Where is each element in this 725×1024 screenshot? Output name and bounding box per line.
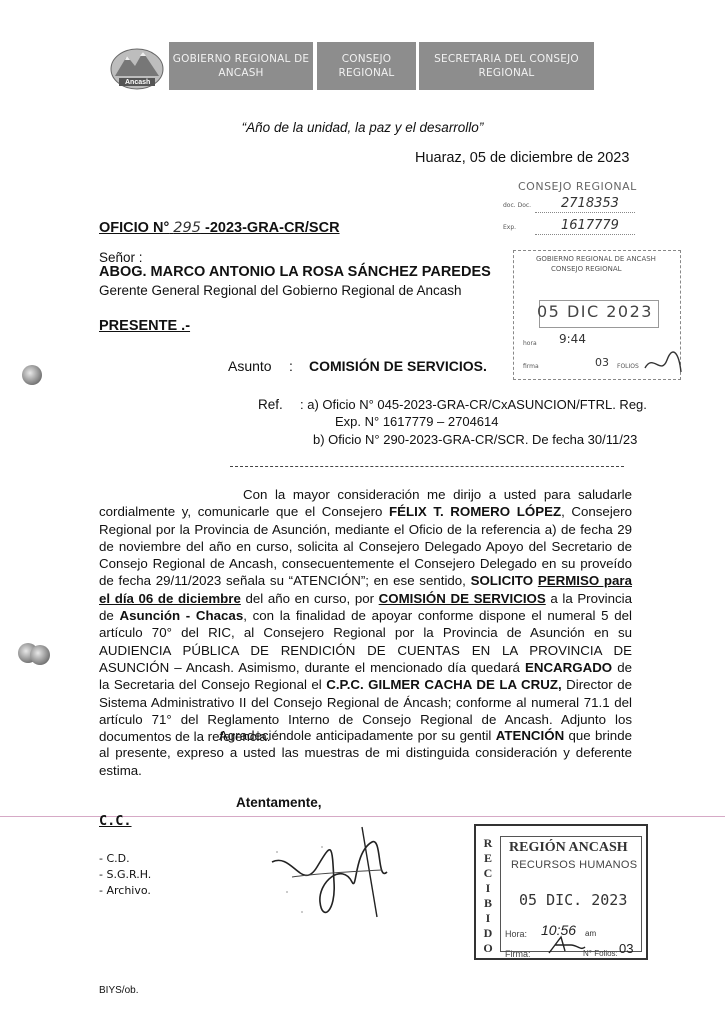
header-secretariat-text: SECRETARIA DEL CONSEJO REGIONAL	[434, 53, 579, 79]
stamp-folios-label: FOLIOS	[617, 363, 639, 370]
stamp-region-title: REGIÓN ANCASH	[509, 840, 628, 855]
p1-encargado: ENCARGADO	[524, 659, 613, 675]
consejo-reception-stamp	[503, 180, 683, 380]
p1-permiso: PERMISO para el día 06 de diciembre	[99, 573, 632, 606]
ref-b: b) Oficio N° 290-2023-GRA-CR/SCR. De fecha 30/11/23	[313, 432, 638, 447]
p1-comision: COMISIÓN DE SERVICIOS	[378, 590, 546, 606]
header-council-text: CONSEJO REGIONAL	[338, 53, 395, 79]
stamp-firma-label: Firma:	[505, 949, 531, 959]
document-date: Huaraz, 05 de diciembre de 2023	[415, 150, 630, 166]
rrhh-reception-stamp	[474, 824, 648, 960]
cc-item: - S.G.R.H.	[99, 868, 152, 881]
cc-item: - Archivo.	[99, 884, 151, 897]
recibido-letter: C	[483, 866, 493, 880]
salutation: Señor :	[99, 250, 143, 265]
closing: Atentamente,	[236, 795, 322, 810]
presente-label: PRESENTE .-	[99, 318, 191, 334]
recibido-letter: O	[483, 941, 493, 955]
recibido-letter: I	[485, 881, 491, 895]
header-council	[317, 42, 416, 90]
p2-text-2: que brinde al presente, expreso a usted las muestras de mi distinguida consideración y deferente estima.	[99, 728, 632, 778]
p1-text-6: de la Secretaria del Consejo Regional el	[99, 659, 632, 693]
p1-text-7: Director de Sistema Administrativo II del Consejo Regional de Áncash; conforme al numeral 71.1 del artículo 71° del Reglamento Interno de Consejo Regional de Ancash. Adjunto los documentos de la referencia.	[99, 677, 632, 745]
motto: “Año de la unidad, la paz y el desarrollo”	[241, 120, 484, 135]
p1-text-5: , con la finalidad de apoyar conforme dispone el numeral 5 del artículo 70° del RIC, al Consejero Regional por la Provincia de Asunción en su AUDIENCIA PÚBLICA DE RENDICIÓN DE CUENTAS EN LA PROVINCIA DE ASUNCIÓN – Ancash. Asimismo, durante el mencionado día quedará	[99, 608, 632, 675]
stamp-inner-box	[500, 836, 642, 959]
stamp-hora-label: Hora:	[505, 929, 528, 939]
stamp-org-2: CONSEJO REGIONAL	[551, 265, 622, 273]
asunto-colon: :	[289, 358, 293, 374]
stamp-folios-value: 03	[619, 941, 634, 956]
stamp-time: 9:44	[559, 332, 586, 346]
signature	[262, 822, 402, 932]
stamp-firma-label: firma	[523, 363, 539, 370]
ref-label: Ref.	[258, 397, 283, 412]
punch-hole	[22, 365, 42, 385]
ref-a-line2: Exp. N° 1617779 – 2704614	[335, 414, 499, 429]
stamp-exp-label: Exp.	[503, 224, 517, 231]
stamp-scribble-icon	[643, 348, 683, 378]
stamp-org-1: GOBIERNO REGIONAL DE ANCASH	[536, 255, 656, 263]
regional-logo	[107, 42, 167, 92]
p1-text-1: Con la mayor consideración me dirijo a usted para saludarle cordialmente y, comunicarle que el Consejero	[99, 487, 632, 520]
stamp-hr-subtitle: RECURSOS HUMANOS	[511, 859, 638, 871]
stamp-folios: 03	[595, 356, 609, 369]
recibido-letter: D	[483, 926, 493, 940]
cc-list	[99, 851, 151, 899]
asunto-label: Asunto	[228, 358, 272, 374]
author-initials: BIYS/ob.	[99, 985, 139, 996]
oficio-handwritten-number: 295	[173, 220, 201, 236]
logo-text: Ancash	[125, 79, 151, 86]
stamp-time-label: hora	[523, 340, 537, 347]
stamp-ampm: am	[585, 929, 597, 938]
recibido-vertical	[481, 836, 495, 956]
p1-text-3: del año en curso, por	[240, 590, 379, 606]
addressee-name: ABOG. MARCO ANTONIO LA ROSA SÁNCHEZ PAREDES	[99, 264, 491, 280]
oficio-prefix: OFICIO N°	[99, 220, 170, 236]
punch-hole	[30, 645, 50, 665]
p1-text-4: a la Provincia de	[99, 590, 633, 624]
recibido-letter: R	[483, 836, 493, 850]
stamp-folios-label: N° Folios:	[583, 949, 618, 958]
body-paragraph-2	[99, 727, 632, 779]
cc-label: C.C.	[99, 813, 132, 829]
stamp-title: CONSEJO REGIONAL	[518, 180, 637, 193]
body-paragraph-1	[99, 486, 632, 745]
oficio-suffix: -2023-GRA-CR/SCR	[205, 220, 340, 236]
recibido-letter: E	[483, 851, 492, 865]
p2-text-1: Agradeciéndole anticipadamente por su gentil	[219, 728, 496, 743]
p1-text-2: , Consejero Regional por la Provincia de Asunción, mediante el Oficio de la referencia a) de fecha 29 de noviembre del año en curso, solicita al Consejero Delegado Apoyo del Secretario de Consejo Regional de Ancash, consecuentemente el Consejero Delegado en su proveído de fecha 29/11/2023 señala su “ATENCIÓN”; en ese sentido,	[99, 504, 633, 589]
ref-a-line1: : a) Oficio N° 045-2023-GRA-CR/CxASUNCION/FTRL. Reg.	[300, 397, 647, 412]
stamp-rrhh-date: 05 DIC. 2023	[519, 891, 628, 909]
recibido-letter: I	[485, 911, 491, 925]
p1-counselor-name: FÉLIX T. ROMERO LÓPEZ	[389, 504, 562, 520]
stamp-doc-label: doc. Doc.	[503, 202, 532, 209]
header-secretariat	[419, 42, 594, 90]
recibido-letter: B	[483, 896, 492, 910]
p1-solicito: SOLICITO	[470, 573, 538, 589]
asunto-value: COMISIÓN DE SERVICIOS.	[309, 358, 487, 374]
stamp-exp-value: 1617779	[561, 218, 619, 233]
stamp-date: 05 DIC 2023	[537, 302, 653, 321]
p1-cpc: C.P.C. GILMER CACHA DE LA CRUZ,	[326, 677, 562, 693]
cc-item: - C.D.	[99, 852, 130, 865]
addressee-position: Gerente General Regional del Gobierno Regional de Ancash	[99, 283, 462, 298]
p1-asuncion: Asunción - Chacas	[119, 608, 244, 624]
header-government-text: GOBIERNO REGIONAL DE ANCASH	[172, 53, 310, 79]
stamp-firma-scribble-icon	[547, 933, 587, 957]
p2-atencion: ATENCIÓN	[495, 728, 565, 743]
separator-line	[230, 466, 624, 467]
stamp-hora-value: 10:56	[541, 922, 577, 938]
header-government	[169, 42, 313, 90]
stamp-doc-value: 2718353	[561, 196, 619, 211]
oficio-number	[99, 220, 340, 236]
